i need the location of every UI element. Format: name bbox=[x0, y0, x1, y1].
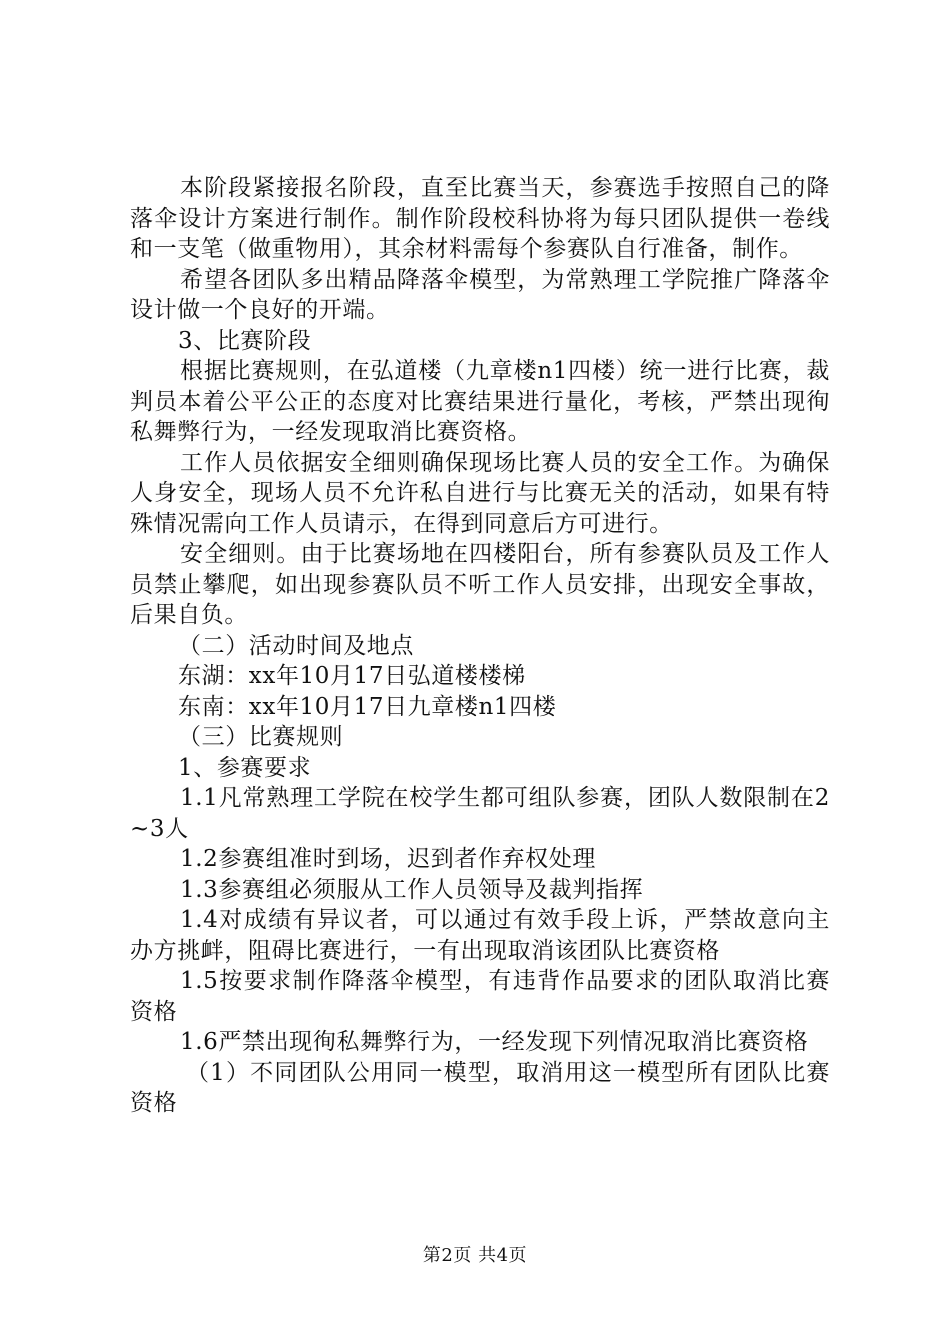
rule-1-2: 1.2参赛组准时到场，迟到者作弃权处理 bbox=[180, 846, 596, 872]
paragraph-staff-safety: 工作人员依据安全细则确保现场比赛人员的安全工作。为确保人身安全，现场人员不允许私自进行与比赛无关的活动，如果有特殊情况需向工作人员请示，在得到同意后方可进行。 bbox=[130, 449, 830, 537]
rule-1-4: 1.4对成绩有异议者，可以通过有效手段上诉，严禁故意向主办方挑衅，阻碍比赛进行，一有出现取消该团队比赛资格 bbox=[130, 907, 830, 964]
paragraph-location-dongnan: 东南：xx年10月17日九章楼n1四楼 bbox=[178, 693, 557, 720]
paragraph-hope: 希望各团队多出精品降落伞模型，为常熟理工学院推广降落伞设计做一个良好的开端。 bbox=[130, 266, 830, 323]
page-footer: 第2页 共4页 bbox=[422, 1245, 528, 1266]
heading-time-location: （二）活动时间及地点 bbox=[178, 632, 414, 659]
rule-1-1: 1.1凡常熟理工学院在校学生都可组队参赛，团队人数限制在2~3人 bbox=[130, 785, 830, 842]
heading-competition-rules: （三）比赛规则 bbox=[178, 724, 344, 750]
rule-1-6-item-1: （1）不同团队公用同一模型，取消用这一模型所有团队比赛资格 bbox=[130, 1059, 830, 1116]
heading-requirements: 1、参赛要求 bbox=[178, 754, 312, 781]
document-body bbox=[130, 173, 830, 1119]
heading-competition-stage: 3、比赛阶段 bbox=[178, 327, 312, 354]
paragraph-production-stage: 本阶段紧接报名阶段，直至比赛当天，参赛选手按照自己的降落伞设计方案进行制作。制作阶段校科协将为每只团队提供一卷线和一支笔（做重物用），其余材料需每个参赛队自行准备，制作。 bbox=[130, 175, 830, 262]
rule-1-3: 1.3参赛组必须服从工作人员领导及裁判指挥 bbox=[180, 876, 644, 903]
rule-1-5: 1.5按要求制作降落伞模型，有违背作品要求的团队取消比赛资格 bbox=[130, 968, 830, 1025]
rule-1-6: 1.6严禁出现徇私舞弊行为，一经发现下列情况取消比赛资格 bbox=[180, 1029, 809, 1055]
paragraph-competition-rules: 根据比赛规则，在弘道楼（九章楼n1四楼）统一进行比赛，裁判员本着公平公正的态度对比赛结果进行量化，考核，严禁出现徇私舞弊行为，一经发现取消比赛资格。 bbox=[130, 358, 830, 445]
paragraph-safety-rules: 安全细则。由于比赛场地在四楼阳台，所有参赛队员及工作人员禁止攀爬，如出现参赛队员不听工作人员安排，出现安全事故，后果自负。 bbox=[130, 541, 830, 628]
paragraph-location-donghu: 东湖：xx年10月17日弘道楼楼梯 bbox=[178, 663, 526, 689]
